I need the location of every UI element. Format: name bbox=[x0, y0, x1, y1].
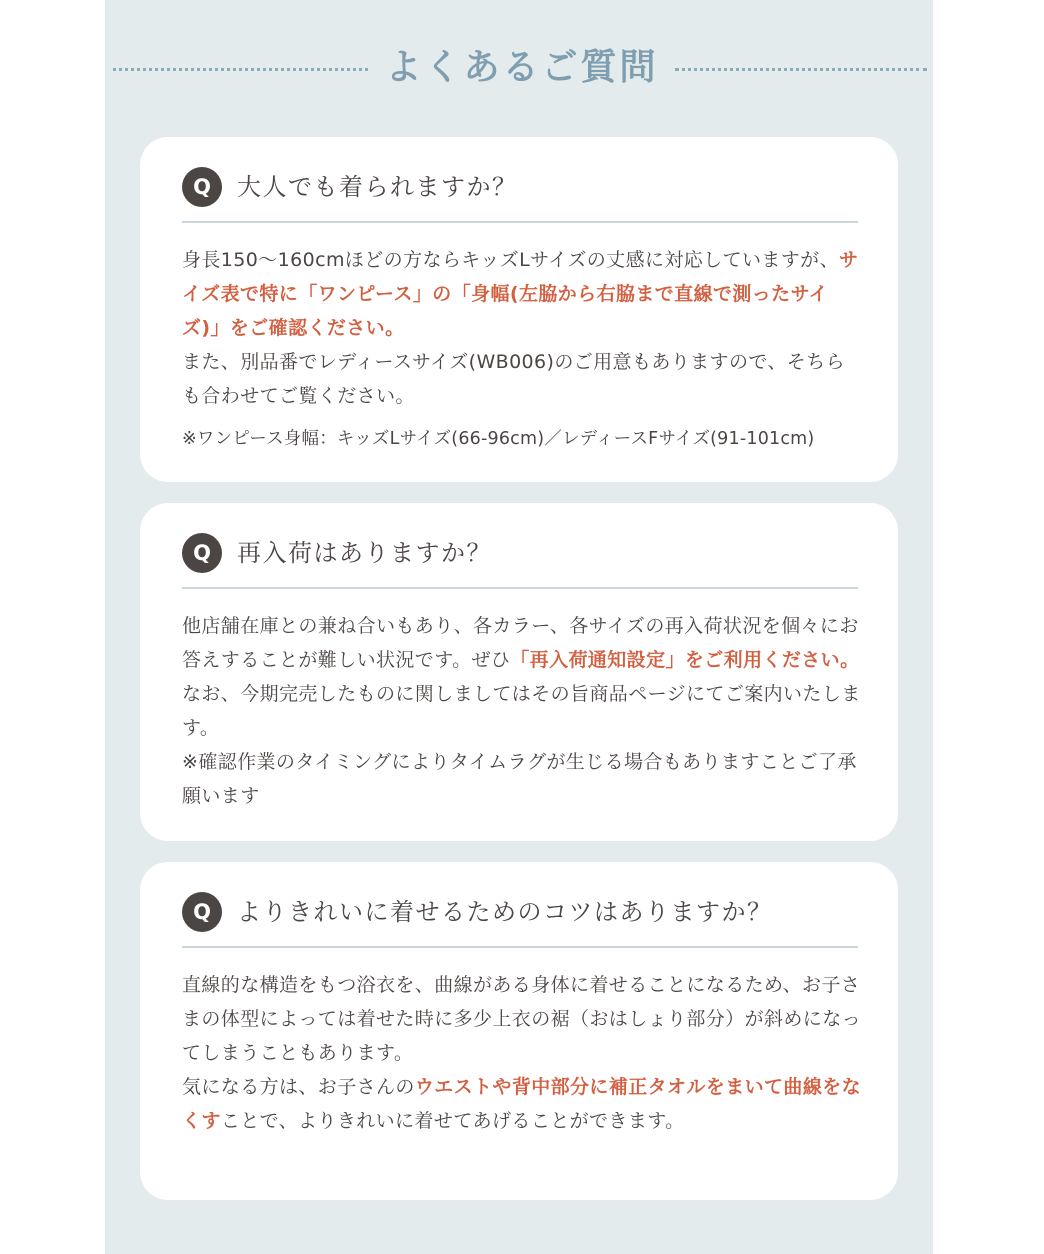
answer-text: ことで、よりきれいに着せてあげることができます。 bbox=[220, 1110, 685, 1132]
answer-paragraph: ※確認作業のタイミングによりタイムラグが生じる場合もありますことご了承願います bbox=[182, 751, 857, 807]
question-badge-icon: Q bbox=[182, 167, 222, 207]
faq-divider bbox=[182, 946, 858, 948]
answer-note: ※ワンピース身幅：キッズLサイズ(66-96cm)／レディースFサイズ(91-101cm) bbox=[182, 429, 815, 449]
faq-card-wearing-tips bbox=[140, 862, 898, 1200]
faq-answer bbox=[182, 243, 862, 456]
answer-paragraph bbox=[182, 243, 862, 345]
answer-highlight: サイズ表で特に「ワンピース」の「身幅(左脇から右脇まで直線で測ったサイズ)」をご確認ください。 bbox=[182, 249, 859, 339]
faq-question: 大人でも着られますか？ bbox=[237, 173, 518, 201]
page-title: よくあるご質問 bbox=[385, 47, 659, 88]
faq-heading bbox=[105, 40, 933, 100]
faq-divider bbox=[182, 587, 858, 589]
answer-paragraph bbox=[182, 1070, 862, 1138]
faq-question: 再入荷はありますか？ bbox=[237, 539, 492, 567]
faq-question-row bbox=[182, 167, 858, 207]
faq-question-row bbox=[182, 533, 858, 573]
question-badge-icon: Q bbox=[182, 533, 222, 573]
answer-paragraph: また、別品番でレディースサイズ(WB006)のご用意もありますので、そちらも合わせてご覧ください。 bbox=[182, 351, 845, 407]
answer-text: 他店舗在庫との兼ね合いもあり、各カラー、各サイズの再入荷状況を個々にお答えすることが難しい状況です。ぜひ bbox=[182, 615, 859, 671]
faq-answer bbox=[182, 968, 862, 1138]
answer-paragraph: 直線的な構造をもつ浴衣を、曲線がある身体に着せることになるため、お子さまの体型によっては着せた時に多少上衣の裾（おはしょり部分）が斜めになってしまうこともあります。 bbox=[182, 974, 862, 1064]
faq-divider bbox=[182, 221, 858, 223]
faq-question: よりきれいに着せるためのコツはありますか？ bbox=[237, 898, 773, 926]
answer-text: 身長150〜160cmほどの方ならキッズLサイズの丈感に対応していますが、 bbox=[182, 249, 839, 271]
faq-card-adult-size bbox=[140, 137, 898, 482]
question-badge-icon: Q bbox=[182, 892, 222, 932]
faq-answer bbox=[182, 609, 862, 813]
dotted-divider-right bbox=[675, 68, 927, 71]
answer-paragraph bbox=[182, 609, 862, 677]
answer-paragraph: なお、今期完売したものに関しましてはその旨商品ページにてご案内いたします。 bbox=[182, 683, 861, 739]
restock-notification-link[interactable]: 「再入荷通知設定」をご利用ください。 bbox=[510, 649, 860, 671]
answer-text: 気になる方は、お子さんの bbox=[182, 1076, 415, 1098]
faq-card-restock bbox=[140, 503, 898, 841]
answer-highlight: ウエストや背中部分に補正タオルをまいて曲線をなくす bbox=[182, 1076, 862, 1132]
faq-question-row bbox=[182, 892, 858, 932]
dotted-divider-left bbox=[113, 68, 368, 71]
